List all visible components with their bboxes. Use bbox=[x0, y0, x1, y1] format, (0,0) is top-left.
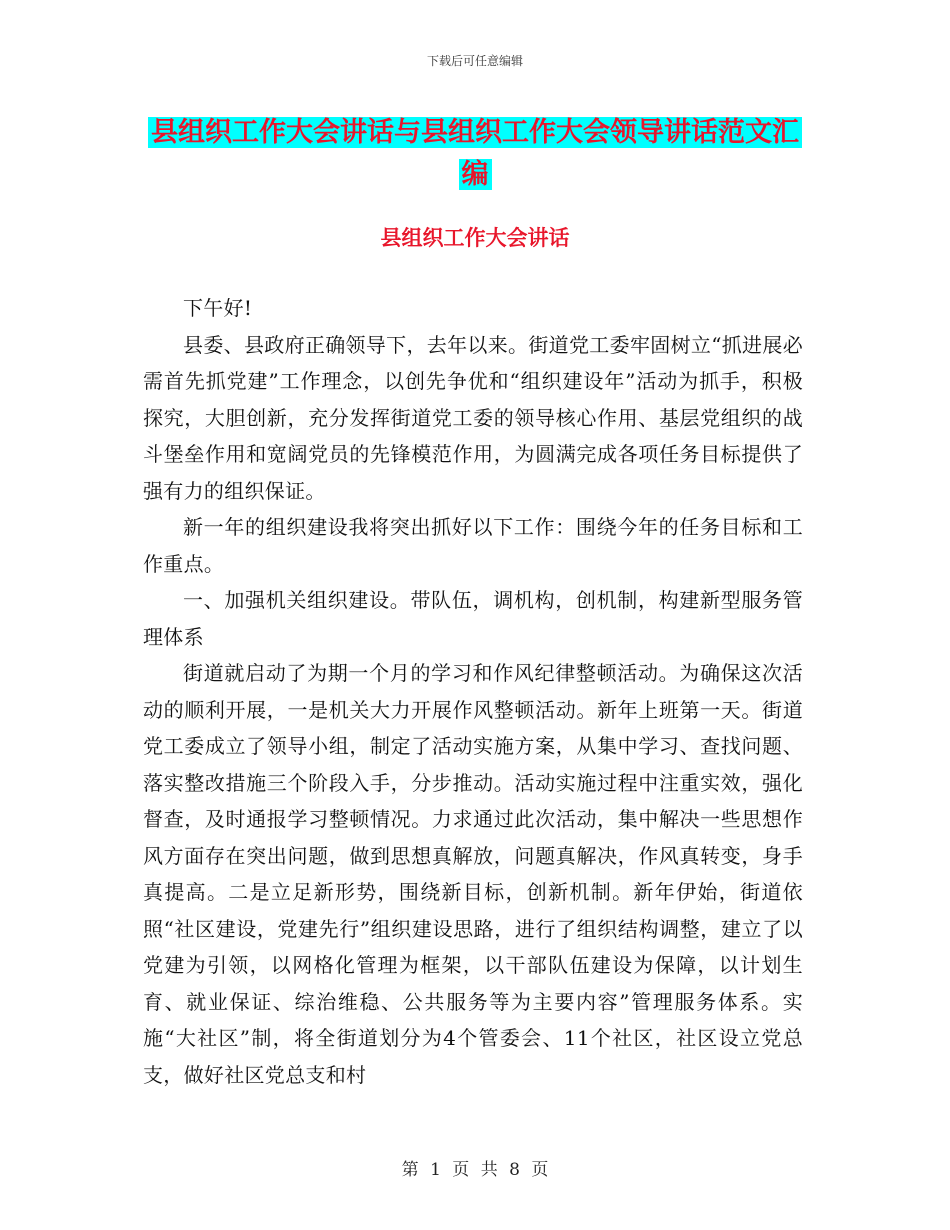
paragraph-details: 街道就启动了为期一个月的学习和作风纪律整顿活动。为确保这次活动的顺利开展，一是机关大力开展作风整顿活动。新年上班第一天。街道党工委成立了领导小组，制定了活动实施方案，从集中学习、查找问题、落实整改措施三个阶段入手，分步推动。活动实施过程中注重实效，强化督查，及时通报学习整顿情况。力求通过此次活动，集中解决一些思想作风方面存在突出问题，做到思想真解放，问题真解决，作风真转变，身手真提高。二是立足新形势，围绕新目标，创新机制。新年伊始，街道依照“社区建设，党建先行”组织建设思路，进行了组织结构调整，建立了以党建为引领，以网格化管理为框架，以干部队伍建设为保障，以计划生育、就业保证、综治维稳、公共服务等为主要内容”管理服务体系。实施“大社区”制，将全街道划分为4个管委会、11个社区，社区设立党总支，做好社区党总支和村 bbox=[143, 661, 803, 1087]
document-title-text: 县组织工作大会讲话与县组织工作大会领导讲话范文汇编 bbox=[148, 117, 802, 190]
paragraph-greeting: 下午好! bbox=[183, 296, 253, 320]
section-title: 县组织工作大会讲话 bbox=[380, 226, 570, 250]
body-text bbox=[143, 290, 803, 1093]
paragraph-heading-one: 一、加强机关组织建设。带队伍，调机构，创机制，构建新型服务管理体系 bbox=[143, 588, 803, 649]
paragraph-plan: 新一年的组织建设我将突出抓好以下工作：围绕今年的任务目标和工作重点。 bbox=[143, 515, 803, 576]
document-title bbox=[140, 112, 810, 196]
page-footer: 第 1 页 共 8 页 bbox=[401, 1160, 549, 1180]
paragraph-intro: 县委、县政府正确领导下，去年以来。街道党工委牢固树立“抓进展必需首先抓党建”工作理念，以创先争优和“组织建设年”活动为抓手，积极探究，大胆创新，充分发挥街道党工委的领导核心作用、基层党组织的战斗堡垒作用和宽阔党员的先锋模范作用，为圆满完成各项任务目标提供了强有力的组织保证。 bbox=[143, 332, 803, 503]
header-note: 下载后可任意编辑 bbox=[426, 54, 523, 68]
